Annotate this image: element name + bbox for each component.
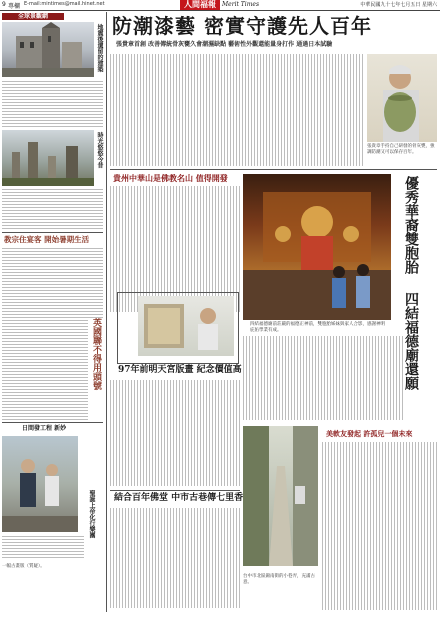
caption-old-picture: 一幅古畫版（質疑）。: [2, 564, 45, 569]
story3-text: [110, 380, 240, 486]
section-name: 專欄: [8, 3, 21, 10]
side-heading-2: 時光悠悠今昔: [96, 132, 103, 168]
right-bottom-text: [322, 442, 438, 610]
main-headline: 防潮漆藝 密實守護先人百年: [112, 14, 372, 38]
side-heading-6: 聖誕上帝化行樂團: [88, 490, 95, 538]
story-temple-text: [243, 336, 403, 420]
story3-headline: 97年前明天宮版畫 紀念價值高: [118, 365, 242, 375]
article-heading-4: 英國聯不得用頭號: [91, 318, 101, 390]
caption-alley: 台中市北區錦南街的小巷弄，充滿古意。: [243, 574, 315, 585]
photo-temple-shrine: [243, 174, 391, 320]
article-heading-5: 日間發工程 新妙: [22, 425, 67, 432]
photo-old-print: [138, 296, 234, 356]
issue-date: 中華民國九十七年七月五日 星期六: [360, 2, 437, 8]
right-bottom-headline: 美軟友發起 許孤兒一個未來: [326, 429, 413, 438]
story4-headline: 結合百年佛堂 中市古巷傳七里香: [114, 493, 244, 503]
divider: [2, 232, 103, 233]
photo-alley: [243, 426, 318, 566]
article-text-4: [2, 320, 88, 420]
photo-ruined-building: [2, 22, 94, 77]
photo-ancient-ruins: [2, 130, 94, 186]
side-heading-1: 地震後遺留的建築: [96, 24, 103, 72]
email[interactable]: E-mail:mintimes@mail.hinet.net: [24, 1, 105, 7]
story2-headline: 貴州中華山是佛教名山 值得開發: [113, 173, 228, 183]
article-text-5: [2, 536, 84, 560]
caption-man-with-urn: 張貴章手持自己研發的骨灰甕，強調防潮又可以保存百年。: [367, 144, 435, 155]
caption-temple: 四結福德廟前莊嚴的福德正神前，雙胞胎姊妹與家人合影，感謝神明庇佑學業有成。: [250, 322, 385, 333]
right-heading-2: 四結福德廟還願: [403, 292, 419, 390]
column-rule: [106, 12, 107, 612]
paper-logo-en: Merit Times: [222, 1, 260, 8]
photo-man-with-urn: [367, 54, 437, 142]
divider: [110, 490, 240, 491]
divider: [2, 422, 103, 423]
section-tag: 全球景觀網: [2, 13, 64, 20]
article-heading-3: 教宗住宴客 開始暑期生活: [4, 235, 90, 244]
divider: [110, 169, 437, 170]
page-number: 9: [2, 1, 6, 8]
story4-text: [110, 508, 240, 608]
main-article-text: [110, 54, 364, 166]
paper-logo: 人間福報: [180, 0, 220, 10]
photo-people: [2, 436, 78, 532]
masthead: [0, 0, 440, 11]
main-subhead: 張貴章首創 改善傳統骨灰甕久會潮濕缺點 藝術性外觀還能量身打作 通過日本試驗: [116, 41, 333, 48]
article-text-3: [2, 248, 103, 318]
right-heading-1: 優秀華裔雙胞胎: [403, 176, 419, 274]
article-text-1: [2, 81, 103, 127]
article-text-2: [2, 189, 103, 229]
